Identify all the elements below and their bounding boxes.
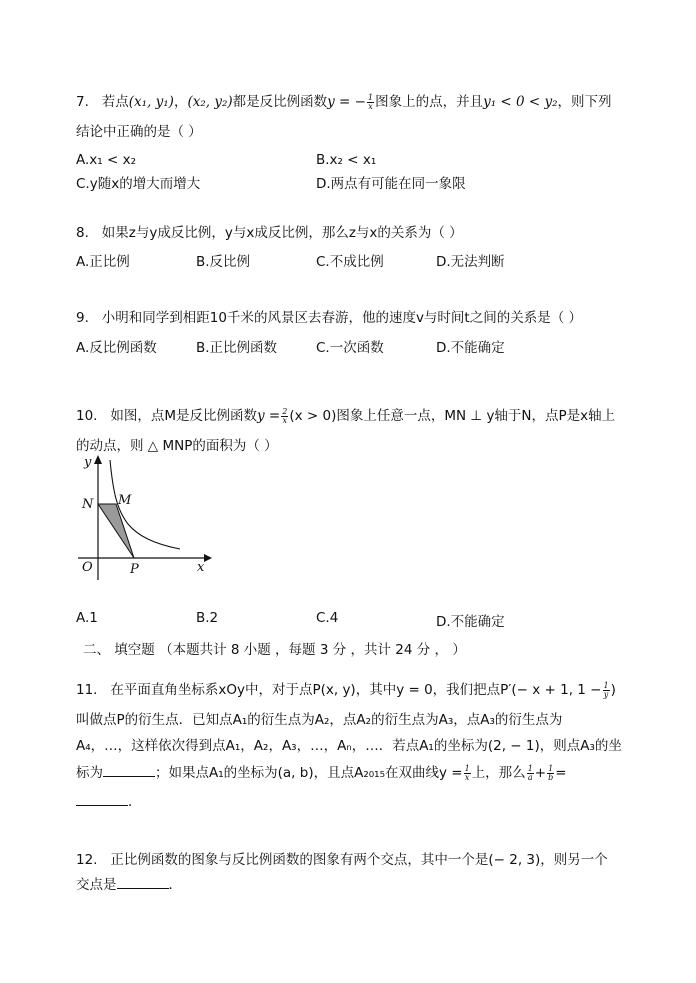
q11-line-4 xyxy=(76,761,567,782)
q12-number: 12. xyxy=(76,852,98,868)
q12-blank[interactable] xyxy=(117,876,169,889)
q10-option-d: D.不能确定 xyxy=(436,614,505,630)
q11-blank-2[interactable] xyxy=(76,793,128,806)
q11-line4-frac-num: 1 xyxy=(464,763,470,773)
q7-frac-den: x xyxy=(368,101,373,111)
q7-sep: ， xyxy=(173,94,188,110)
q11-f2-num: 1 xyxy=(548,763,554,773)
q10-option-b: B.2 xyxy=(196,610,219,626)
q9-option-b: B.正比例函数 xyxy=(196,340,278,356)
q8-number: 8. xyxy=(76,225,89,241)
q9-option-d: D.不能确定 xyxy=(436,340,505,356)
q8-option-c: C.不成比例 xyxy=(316,254,384,270)
q9-option-c: C.一次函数 xyxy=(316,340,384,356)
q11-line1-frac-den: y xyxy=(603,689,609,699)
q7-frac-num: 1 xyxy=(367,92,374,102)
q12-line2-a: 交点是 xyxy=(76,877,117,893)
graph-label-p: P xyxy=(130,562,139,577)
q7-stem xyxy=(76,90,612,111)
q9-stem xyxy=(76,306,582,326)
q11-line-2: 叫做点P的衍生点．已知点A₁的衍生点为A₂，点A₂的衍生点为A₃，点A₃的衍生点为 xyxy=(76,712,563,728)
q11-line1-end: ) xyxy=(610,682,616,698)
q11-line1-frac-num: 1 xyxy=(603,680,609,690)
q11-line4-frac-den: x xyxy=(464,772,470,782)
q9-number: 9. xyxy=(76,310,89,326)
q7-option-d: D.两点有可能在同一象限 xyxy=(316,176,466,192)
q11-blank-1[interactable] xyxy=(103,764,155,777)
q9-option-a: A.反比例函数 xyxy=(76,340,157,356)
graph-label-n: N xyxy=(82,497,94,512)
q11-f1-num: 1 xyxy=(527,763,533,773)
q11-plus: + xyxy=(534,765,547,781)
q8-option-d: D.无法判断 xyxy=(436,254,505,270)
q11-number: 11. xyxy=(76,682,98,698)
q11-equals: = xyxy=(555,765,567,781)
q7-text-b: 都是反比例函数 xyxy=(232,94,328,110)
q7-text-c: 图象上的点，并且 xyxy=(375,94,484,110)
q12-line1-text: 正比例函数的图象与反比例函数的图象有两个交点，其中一个是(− 2, 3)，则另一个 xyxy=(110,852,608,868)
q11-f1-den: a xyxy=(527,772,533,782)
q10-option-a: A.1 xyxy=(76,610,98,626)
section-title: 二、 填空题 （本题共计 8 小题 ，每题 3 分 ，共计 24 分 ， ） xyxy=(83,642,466,658)
q7-option-b: B.x₂ < x₁ xyxy=(316,152,377,168)
q11-line4-a: 标为 xyxy=(76,765,103,781)
q11-f2-den: b xyxy=(548,772,554,782)
q10-frac-den: x xyxy=(282,415,288,425)
graph-label-m: M xyxy=(118,493,132,508)
q8-text: 如果z与y成反比例，y与x成反比例，那么z与x的关系为（ ） xyxy=(101,225,463,241)
q7-option-a: A.x₁ < x₂ xyxy=(76,152,136,168)
graph-label-y: y xyxy=(84,455,92,470)
q11-line4-b: ；如果点A₁的坐标为(a, b)，且点A₂₀₁₅在双曲线y = xyxy=(155,765,463,781)
q10-text-a: 如图，点M是反比例函数 xyxy=(110,408,258,424)
q7-condition: y₁ < 0 < y₂ xyxy=(483,94,558,110)
q7-point-1: (x₁, y₁) xyxy=(128,94,174,110)
q10-option-c: C.4 xyxy=(316,610,339,626)
q12-line2-end: ． xyxy=(168,877,182,893)
q10-text-b: (x > 0)图象上任意一点，MN ⊥ y轴于N，点P是x轴上 xyxy=(289,408,616,424)
q12-line-1 xyxy=(76,848,608,868)
q11-line-1 xyxy=(76,678,616,699)
q7-text-a: 若点 xyxy=(101,94,129,110)
q11-line1-text: 在平面直角坐标系xOy中，对于点P(x, y)，其中y = 0，我们把点P′(− x + 1, 1 − xyxy=(110,682,602,698)
q7-text-d: ，则下列 xyxy=(557,94,612,110)
q7-func-lhs: y = − xyxy=(327,94,366,110)
q10-graph xyxy=(76,452,216,587)
graph-label-o: O xyxy=(82,560,93,575)
q8-option-b: B.反比例 xyxy=(196,254,251,270)
q11-fraction-1a xyxy=(527,765,534,782)
q11-line-5 xyxy=(76,790,142,810)
graph-label-x: x xyxy=(197,560,205,575)
q7-stem-line2: 结论中正确的是（ ） xyxy=(76,124,202,140)
q10-frac-num: 2 xyxy=(282,406,288,416)
q12-line-2 xyxy=(76,873,182,893)
q8-stem xyxy=(76,221,463,241)
q11-line1-fraction xyxy=(603,682,610,699)
graph-x-arrow xyxy=(204,554,212,562)
q9-text: 小明和同学到相距10千米的风景区去春游，他的速度v与时间t之间的关系是（ ） xyxy=(101,310,583,326)
q11-line5-end: ． xyxy=(128,794,142,810)
q10-number: 10. xyxy=(76,408,98,424)
q8-option-a: A.正比例 xyxy=(76,254,130,270)
q11-line4-fraction xyxy=(464,765,471,782)
q11-line-3: A₄，…，这样依次得到点A₁，A₂，A₃，…，Aₙ，…．若点A₁的坐标为(2, − 1)，则点A₃的坐 xyxy=(76,738,622,754)
graph-y-arrow xyxy=(94,455,102,464)
q11-fraction-1b xyxy=(547,765,554,782)
graph-triangle-mnp xyxy=(98,504,134,558)
q7-fraction xyxy=(367,94,374,111)
q7-number: 7. xyxy=(76,94,89,110)
q7-point-2: (x₂, y₂) xyxy=(187,94,233,110)
q10-fraction xyxy=(281,408,288,425)
q10-stem xyxy=(76,404,615,425)
q10-func-lhs: y = xyxy=(257,408,281,424)
q10-stem-line2: 的动点，则 △ MNP的面积为（ ） xyxy=(76,438,278,454)
q11-line4-c: 上，那么 xyxy=(471,765,526,781)
q7-option-c: C.y随x的增大而增大 xyxy=(76,176,201,192)
